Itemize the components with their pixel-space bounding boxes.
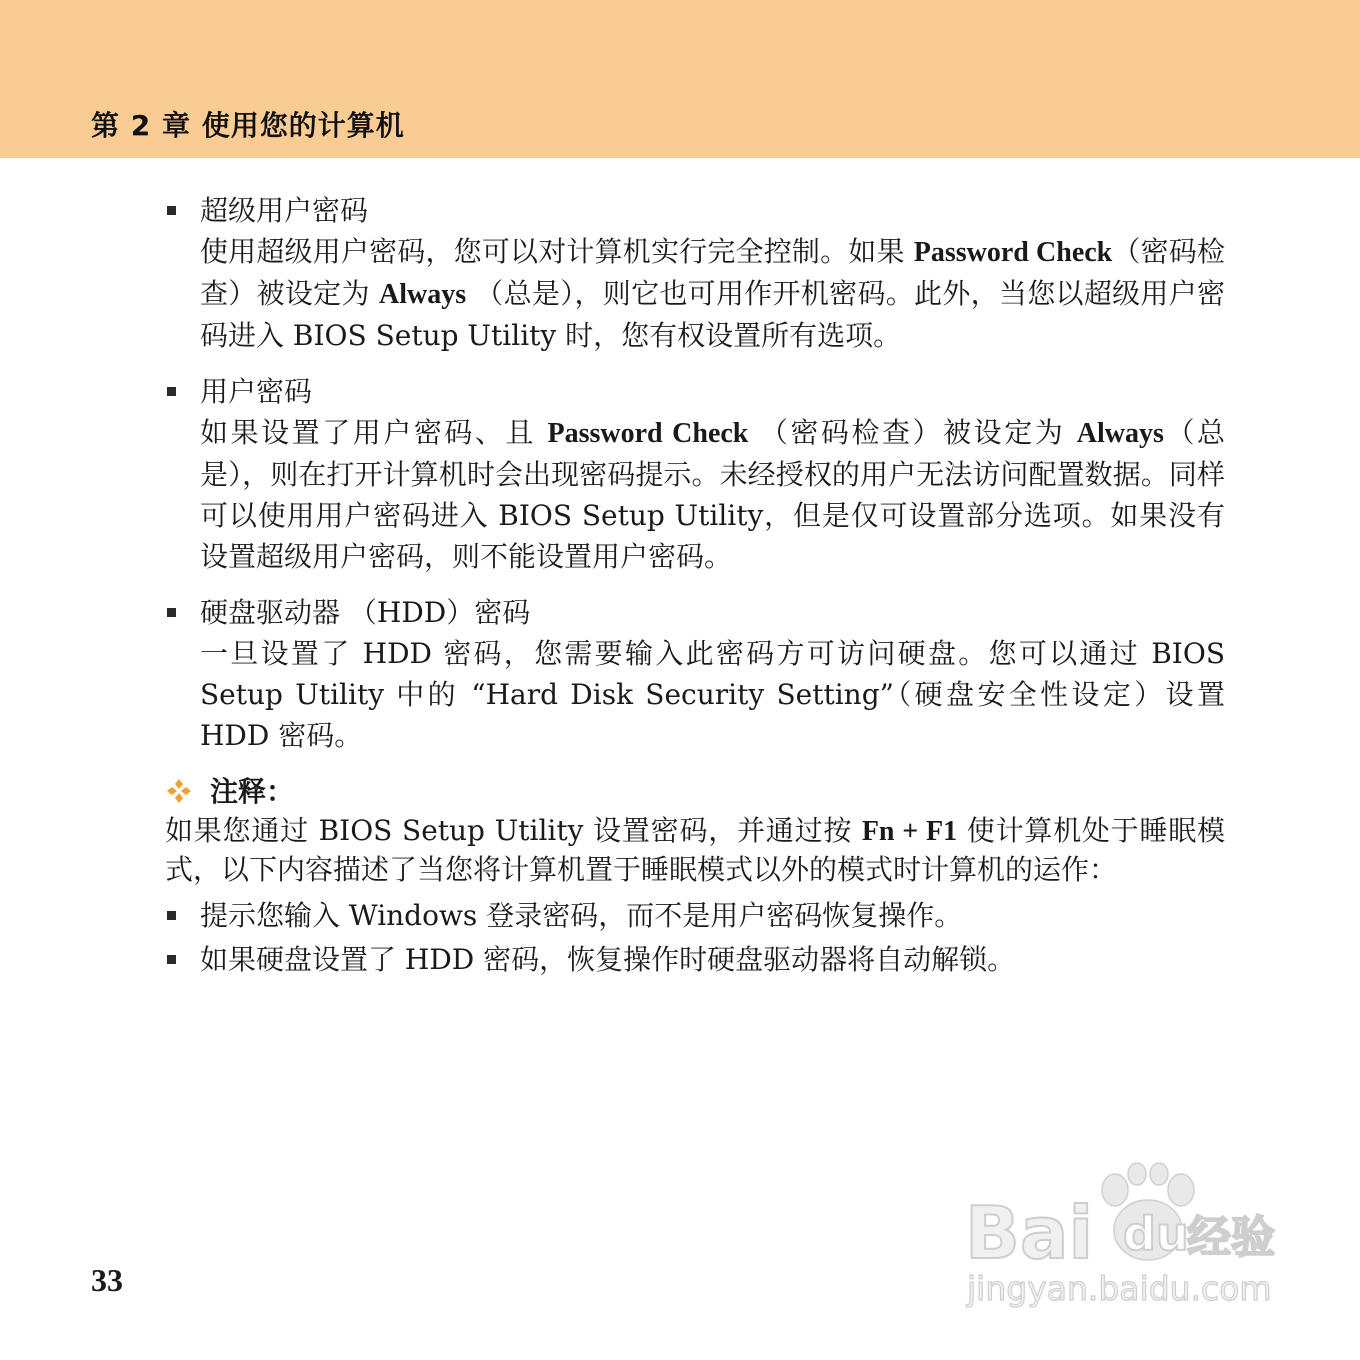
section-heading: 超级用户密码 [200,194,369,227]
section-heading: 硬盘驱动器 （HDD）密码 [200,596,531,629]
list-item-text: 如果硬盘设置了 HDD 密码，恢复操作时硬盘驱动器将自动解锁。 [200,943,1016,976]
page-number: 33 [91,1262,123,1298]
chapter-title: 第 2 章 使用您的计算机 [91,109,405,142]
bullet-icon [167,955,176,964]
section-hdd-password [165,592,1225,756]
svg-text:du: du [1123,1207,1189,1261]
section-paragraph: 如果设置了用户密码、且 Password Check （密码检查）被设定为 Always（总是），则在打开计算机时会出现密码提示。未经授权的用户无法访问配置数据。同样可以使用用户密码进入 BIOS Setup Utility，但是仅可设置部分选项。如果没有设置超级用户密码，则不能设置用户密码。 [200,416,1225,573]
svg-text:Bai: Bai [965,1191,1094,1275]
diamond-cluster-icon [165,777,193,805]
section-heading: 用户密码 [200,375,313,408]
bullet-icon [167,608,176,617]
section-paragraph: 一旦设置了 HDD 密码，您需要输入此密码方可访问硬盘。您可以通过 BIOS Setup Utility 中的 “Hard Disk Security Setting”（硬盘安全性设定）设置 HDD 密码。 [200,637,1225,752]
section-user-password [165,371,1225,577]
list-item [165,895,1225,936]
note-label: 注释： [210,775,295,808]
bullet-icon [167,911,176,920]
note-header [165,771,1225,812]
bullet-icon [167,387,176,396]
chapter-header [0,0,1360,158]
section-supervisor-password [165,190,1225,356]
main-content [165,190,1225,983]
svg-text:jingyan.baidu.com: jingyan.baidu.com [967,1269,1272,1308]
note-paragraph: 如果您通过 BIOS Setup Utility 设置密码，并通过按 Fn + F1 使计算机处于睡眠模式，以下内容描述了当您将计算机置于睡眠模式以外的模式时计算机的运作： [165,814,1226,886]
list-item-text: 提示您输入 Windows 登录密码，而不是用户密码恢复操作。 [200,899,963,932]
bullet-icon [167,206,176,215]
section-paragraph: 使用超级用户密码，您可以对计算机实行完全控制。如果 Password Check（密码检查）被设定为 Always （总是），则它也可用作开机密码。此外，当您以超级用户密码进入 BIOS Setup Utility 时，您有权设置所有选项。 [200,235,1226,352]
note-list [165,895,1225,980]
svg-text:经验: 经验 [1187,1212,1275,1263]
baidu-watermark-logo [965,1160,1280,1310]
list-item [165,939,1225,980]
